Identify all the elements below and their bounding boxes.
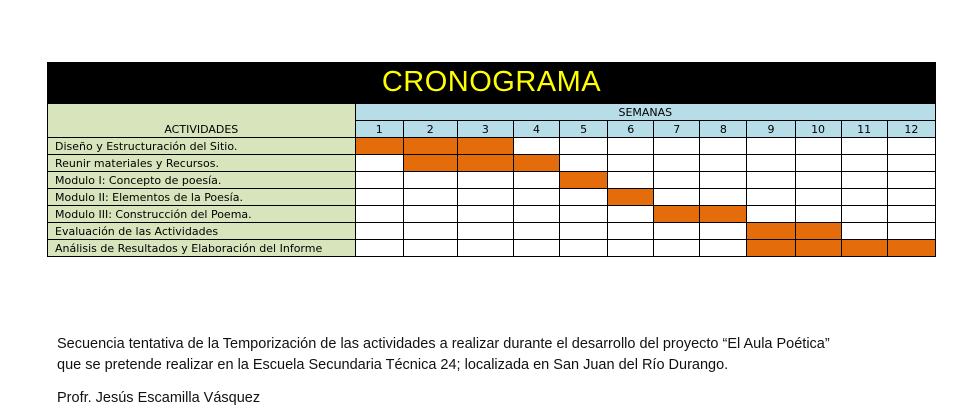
activity-name: Evaluación de las Actividades xyxy=(48,223,356,240)
empty-week-cell xyxy=(700,189,747,206)
scheduled-week-cell xyxy=(457,155,513,172)
week-number-5: 5 xyxy=(560,121,608,138)
empty-week-cell xyxy=(747,155,795,172)
activity-row xyxy=(48,138,936,155)
empty-week-cell xyxy=(795,206,841,223)
empty-week-cell xyxy=(747,172,795,189)
empty-week-cell xyxy=(403,240,457,257)
empty-week-cell xyxy=(457,223,513,240)
empty-week-cell xyxy=(513,223,559,240)
empty-week-cell xyxy=(841,189,887,206)
empty-week-cell xyxy=(513,206,559,223)
activities-header: ACTIVIDADES xyxy=(48,104,356,138)
activity-name: Modulo I: Concepto de poesía. xyxy=(48,172,356,189)
week-number-1: 1 xyxy=(355,121,403,138)
scheduled-week-cell xyxy=(795,240,841,257)
scheduled-week-cell xyxy=(560,172,608,189)
empty-week-cell xyxy=(513,138,559,155)
empty-week-cell xyxy=(608,155,654,172)
empty-week-cell xyxy=(513,189,559,206)
empty-week-cell xyxy=(403,189,457,206)
scheduled-week-cell xyxy=(403,155,457,172)
empty-week-cell xyxy=(403,206,457,223)
week-number-11: 11 xyxy=(841,121,887,138)
scheduled-week-cell xyxy=(747,223,795,240)
empty-week-cell xyxy=(355,189,403,206)
scheduled-week-cell xyxy=(608,189,654,206)
empty-week-cell xyxy=(513,240,559,257)
scheduled-week-cell xyxy=(887,240,935,257)
activity-name: Diseño y Estructuración del Sitio. xyxy=(48,138,356,155)
empty-week-cell xyxy=(403,172,457,189)
empty-week-cell xyxy=(608,172,654,189)
empty-week-cell xyxy=(560,223,608,240)
empty-week-cell xyxy=(887,172,935,189)
empty-week-cell xyxy=(841,155,887,172)
week-number-10: 10 xyxy=(795,121,841,138)
activity-name: Reunir materiales y Recursos. xyxy=(48,155,356,172)
empty-week-cell xyxy=(700,223,747,240)
week-number-6: 6 xyxy=(608,121,654,138)
scheduled-week-cell xyxy=(747,240,795,257)
empty-week-cell xyxy=(841,172,887,189)
empty-week-cell xyxy=(654,189,700,206)
activity-row xyxy=(48,155,936,172)
activity-row xyxy=(48,206,936,223)
empty-week-cell xyxy=(560,206,608,223)
empty-week-cell xyxy=(403,223,457,240)
empty-week-cell xyxy=(700,155,747,172)
week-number-4: 4 xyxy=(513,121,559,138)
empty-week-cell xyxy=(654,240,700,257)
empty-week-cell xyxy=(355,155,403,172)
empty-week-cell xyxy=(560,189,608,206)
empty-week-cell xyxy=(560,155,608,172)
empty-week-cell xyxy=(887,223,935,240)
empty-week-cell xyxy=(795,155,841,172)
empty-week-cell xyxy=(654,138,700,155)
empty-week-cell xyxy=(795,138,841,155)
scheduled-week-cell xyxy=(355,138,403,155)
empty-week-cell xyxy=(560,240,608,257)
empty-week-cell xyxy=(355,206,403,223)
activity-row xyxy=(48,223,936,240)
empty-week-cell xyxy=(887,206,935,223)
empty-week-cell xyxy=(841,223,887,240)
empty-week-cell xyxy=(887,189,935,206)
empty-week-cell xyxy=(654,223,700,240)
gantt-table xyxy=(47,103,936,257)
week-number-7: 7 xyxy=(654,121,700,138)
empty-week-cell xyxy=(654,155,700,172)
empty-week-cell xyxy=(608,138,654,155)
scheduled-week-cell xyxy=(700,206,747,223)
caption xyxy=(57,334,937,376)
empty-week-cell xyxy=(747,138,795,155)
empty-week-cell xyxy=(841,138,887,155)
empty-week-cell xyxy=(457,206,513,223)
activity-name: Modulo II: Elementos de la Poesía. xyxy=(48,189,356,206)
caption-line-2: que se pretende realizar en la Escuela Secundaria Técnica 24; localizada en San Juan del Río Durango. xyxy=(57,357,729,373)
empty-week-cell xyxy=(795,189,841,206)
activity-name: Modulo III: Construcción del Poema. xyxy=(48,206,356,223)
empty-week-cell xyxy=(608,223,654,240)
empty-week-cell xyxy=(355,240,403,257)
empty-week-cell xyxy=(747,206,795,223)
scheduled-week-cell xyxy=(513,155,559,172)
schedule-sheet xyxy=(47,62,936,257)
schedule-title: CRONOGRAMA xyxy=(47,62,936,103)
scheduled-week-cell xyxy=(841,240,887,257)
week-number-12: 12 xyxy=(887,121,935,138)
scheduled-week-cell xyxy=(654,206,700,223)
empty-week-cell xyxy=(700,240,747,257)
week-number-8: 8 xyxy=(700,121,747,138)
empty-week-cell xyxy=(795,172,841,189)
scheduled-week-cell xyxy=(795,223,841,240)
week-number-3: 3 xyxy=(457,121,513,138)
empty-week-cell xyxy=(608,206,654,223)
empty-week-cell xyxy=(355,172,403,189)
empty-week-cell xyxy=(457,189,513,206)
week-number-2: 2 xyxy=(403,121,457,138)
weeks-header: SEMANAS xyxy=(355,104,935,121)
empty-week-cell xyxy=(747,189,795,206)
empty-week-cell xyxy=(700,138,747,155)
empty-week-cell xyxy=(887,138,935,155)
activity-row xyxy=(48,172,936,189)
scheduled-week-cell xyxy=(457,138,513,155)
scheduled-week-cell xyxy=(403,138,457,155)
author-name: Profr. Jesús Escamilla Vásquez xyxy=(57,390,261,406)
empty-week-cell xyxy=(355,223,403,240)
empty-week-cell xyxy=(560,138,608,155)
caption-line-1: Secuencia tentativa de la Temporización de las actividades a realizar durante el desarrollo del proyecto “El Aula Poética” xyxy=(57,336,830,352)
empty-week-cell xyxy=(700,172,747,189)
empty-week-cell xyxy=(654,172,700,189)
empty-week-cell xyxy=(457,240,513,257)
empty-week-cell xyxy=(887,155,935,172)
week-number-9: 9 xyxy=(747,121,795,138)
empty-week-cell xyxy=(608,240,654,257)
activity-name: Análisis de Resultados y Elaboración del Informe xyxy=(48,240,356,257)
activity-row xyxy=(48,189,936,206)
empty-week-cell xyxy=(457,172,513,189)
empty-week-cell xyxy=(513,172,559,189)
empty-week-cell xyxy=(841,206,887,223)
activity-row xyxy=(48,240,936,257)
